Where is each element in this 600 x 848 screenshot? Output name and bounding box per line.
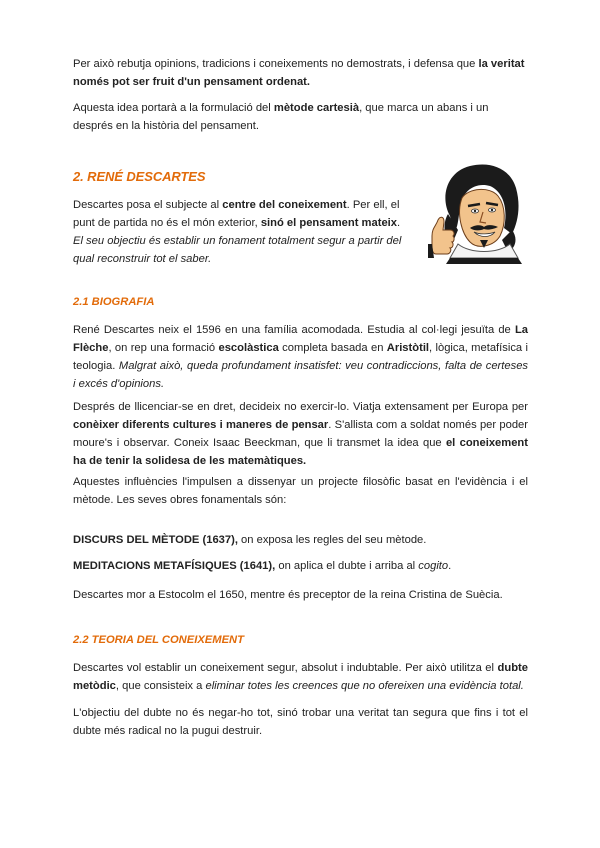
text-run: , que consisteix a <box>115 680 206 692</box>
text-run: on exposa les regles del seu mètode. <box>237 534 427 546</box>
bold-run: mètode cartesià <box>273 102 360 114</box>
bold-run: Aristòtil <box>386 342 430 354</box>
teoria-paragraph-2: L'objectiu del dubte no és negar-ho tot, sinó trobar una veritat tan segura que fins i tot el dubte més radical no la pugui destruir. <box>73 707 528 737</box>
text-run: . Per ell, el punt de partida no és el món exterior, <box>73 199 400 229</box>
bold-run: dubte metòdic <box>73 662 528 692</box>
text-run: Descartes posa el subjecte al <box>73 199 223 211</box>
bold-run: centre del coneixement <box>222 199 347 211</box>
italic-run: cogito <box>418 560 449 572</box>
bold-run: conèixer diferents cultures i maneres de pensar <box>73 419 329 431</box>
text-run: Descartes vol establir un coneixement segur, absolut i indubtable. Per això utilitza el <box>73 662 498 674</box>
bold-run: MEDITACIONS METAFÍSIQUES (1641), <box>73 560 276 572</box>
intro-paragraph-2 <box>73 99 528 135</box>
text-run: , que marca un abans i un després en la història del pensament. <box>73 102 489 132</box>
section-heading-teoria-del-coneixement: 2.2 TEORIA DEL CONEIXEMENT <box>73 634 244 646</box>
text-run: Per això rebutja opinions, tradicions i coneixements no demostrats, i defensa que <box>73 58 479 70</box>
bold-run: DISCURS DEL MÈTODE (1637), <box>73 534 238 546</box>
section2-paragraph <box>73 196 411 268</box>
descartes-cartoon-illustration <box>428 158 530 264</box>
bold-run: la veritat només pot ser fruit d'un pensament ordenat. <box>73 58 525 88</box>
bold-run: escolàstica <box>218 342 279 354</box>
text-run: completa basada en <box>278 342 387 354</box>
biografia-paragraph-2 <box>73 398 528 470</box>
text-run: . <box>448 560 452 572</box>
bold-run: La Flèche <box>73 324 528 354</box>
biografia-paragraph-4: Descartes mor a Estocolm el 1650, mentre és preceptor de la reina Cristina de Suècia. <box>73 589 503 601</box>
text-run: , on rep una formació <box>108 342 219 354</box>
intro-paragraph-1 <box>73 55 528 91</box>
bold-run: el coneixement ha de tenir la solidesa de les matemàtiques. <box>73 437 528 467</box>
text-run: . <box>397 217 401 229</box>
text-run: Després de llicenciar-se en dret, decideix no exercir-lo. Viatja extensament per Europa per <box>73 401 528 413</box>
biografia-paragraph-3: Aquestes influències l'impulsen a dissenyar un projecte filosòfic basat en l'evidència i el mètode. Les seves obres fonamentals són: <box>73 476 528 506</box>
text-run: René Descartes neix el 1596 en una família acomodada. Estudia al col·legi jesuïta de <box>73 324 515 336</box>
teoria-paragraph-1 <box>73 659 528 695</box>
text-run: Aquesta idea portarà a la formulació del <box>73 102 274 114</box>
text-run: . S'allista com a soldat només per poder moure's i observar. Coneix Isaac Beeckman, que li transmet la idea que <box>73 419 529 449</box>
section-heading-biografia: 2.1 BIOGRAFIA <box>73 296 155 308</box>
work-meditacions-metafisiques <box>73 557 528 575</box>
bold-run: sinó el pensament mateix <box>260 217 397 229</box>
section-heading-rene-descartes: 2. RENÉ DESCARTES <box>73 169 206 184</box>
italic-run: El seu objectiu és establir un fonament totalment segur a partir del qual reconstruir tot el saber. <box>73 235 402 265</box>
biografia-paragraph-1 <box>73 321 528 393</box>
work-discurs-del-metode <box>73 531 528 549</box>
text-run: on aplica el dubte i arriba al <box>275 560 419 572</box>
text-run: , lògica, metafísica i teologia. <box>73 342 528 372</box>
italic-run: Malgrat això, queda profundament insatisfet: veu contradiccions, falta de certeses i excés d'opinions. <box>73 360 529 390</box>
italic-run: eliminar totes les creences que no ofereixen una evidència total. <box>205 680 524 692</box>
